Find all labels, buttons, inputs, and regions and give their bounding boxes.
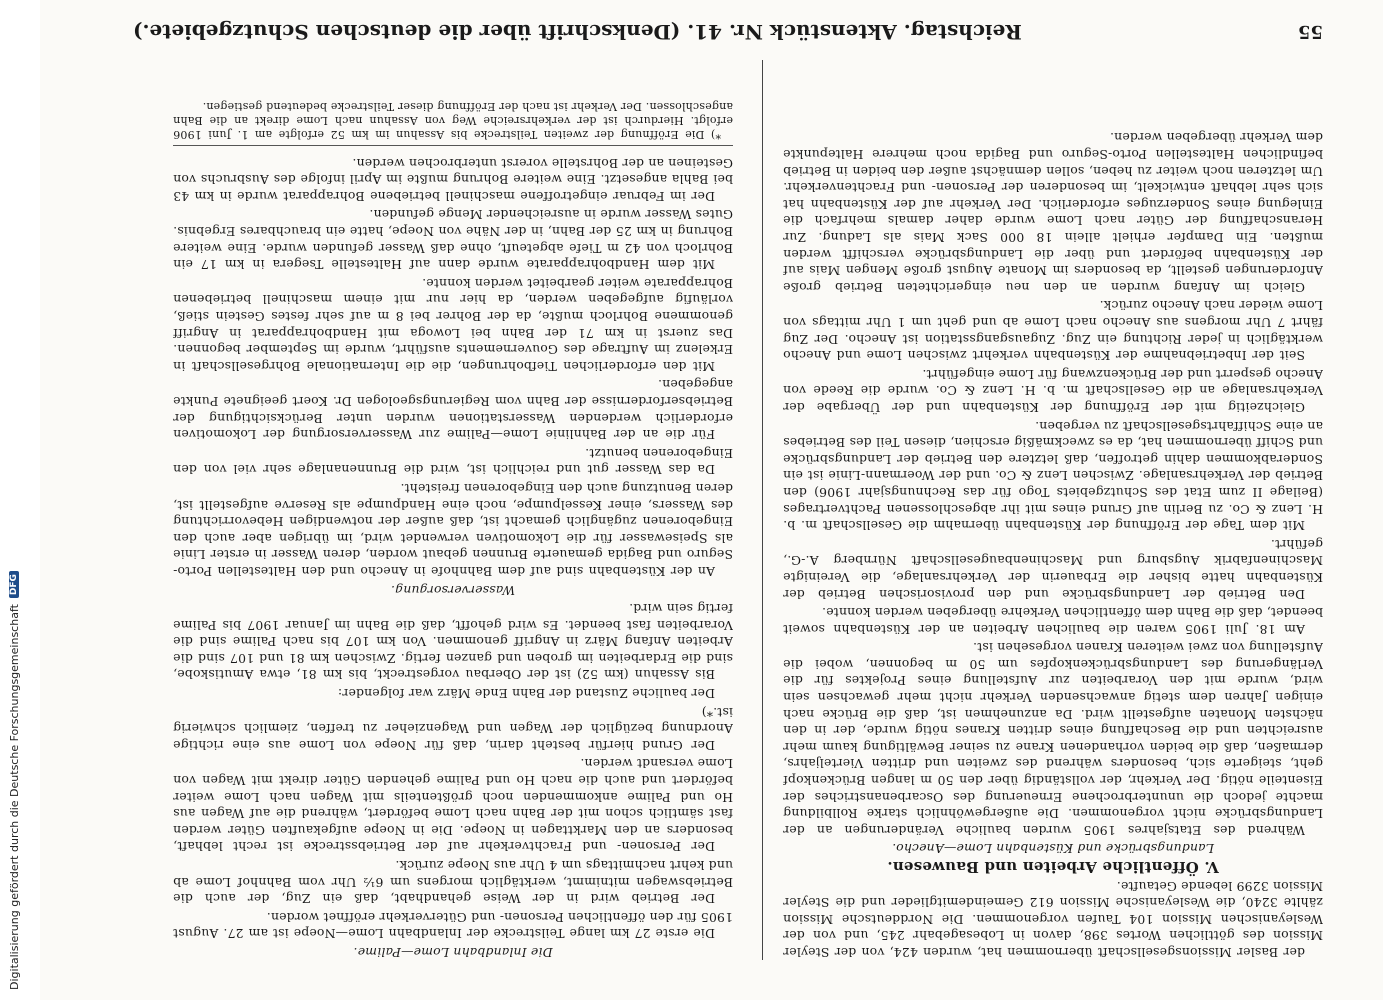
section-heading: V. Öffentliche Arbeiten und Bauwesen. (887, 858, 1219, 877)
subheading: Wasserversorgung. (390, 582, 516, 598)
paragraph: Mit den erforderlichen Tiefbohrungen, die die Internationale Bohrgesellschaft in Erkelenz im Auftrage des Gouvernements ausführt, wurde im September begonnen. Das zuerst in km 71 der Bahn bei Lowoga mit Handbohrapparat in Angriff genommene Bohrloch mußte, da der Bohrer bei 8 m auf sehr festes Gestein stieß, vorläufig aufgegeben werden, da hier nur mit einem maschinell betriebenen Bohrapparate weiter gearbeitet werden konnte. (173, 275, 733, 374)
subheading: Die Inlandbahn Lome—Palime. (353, 945, 553, 960)
footnote-text: *) Die Eröffnung der zweiten Teilstrecke bis Assahun im km 52 erfolgte am 1. Juni 1906 erfolgt. Hierdurch ist der verkehrsreiche Weg von Assahun nach Lome direkt an die Bahn angeschlossen. Der Verkehr ist nach der Eröffnung dieser Teilstrecke bedeutend gestiegen. (173, 100, 733, 142)
paragraph: Der bauliche Zustand der Bahn Ende März war folgender: (337, 686, 715, 702)
page-header (133, 12, 1323, 52)
margin-strip (0, 0, 40, 1000)
paragraph: Mit dem Handbohrapparate wurde dann auf Haltestelle Tsegera in km 17 ein Bohrloch von 42 m Tiefe abgeteuft, ohne daß Wasser gefunden wurde. Eine weitere Bohrung in km 25 der Bahn, in der Nähe von Noepe, hatte ein brauchbares Ergebnis. Gutes Wasser wurde in ausreichender Menge gefunden. (173, 207, 733, 273)
paragraph: Seit der Inbetriebnahme der Küstenbahn verkehrt zwischen Lome und Anecho werktäglich in jeder Richtung ein Zug. Zugausgangsstation ist Anecho. Der Zug fährt 7 Uhr morgens aus Anecho nach Lome ab und geht um 1 Uhr mittags von Lome wieder nach Anecho zurück. (783, 298, 1323, 364)
page-number: 55 (1297, 21, 1323, 43)
rotated-page-content (40, 0, 1383, 1000)
footnote (173, 99, 733, 146)
paragraph: Für die an der Bahnlinie Lome—Palime zur Wasserversorgung der Lokomotiven erforderlich werdenden Wasserstationen wurden unter Berücksichtigung der Betriebserfordernisse der Bahn vom Regierungsgeologen Dr. Koert geeignete Punkte angegeben. (173, 377, 733, 443)
paragraph: der Basler Missionsgesellschaft übernommen hat, wurden 424, von der Steyler Mission des göttlichen Wortes 398, davon in Lobesagebahr 245, und von der Wesleyanischen Mission 104 Taufen vorgenommen. Die Norddeutsche Mission zählte 3240, die Wesleyanische Mission 612 Gemeindemitglieder und die Steyler Mission 3299 lebende Getaufte. (783, 878, 1323, 960)
subheading: Landungsbrücke und Küstenbahn Lome—Anecho. (892, 841, 1214, 857)
column-divider (762, 60, 763, 960)
paragraph: Da das Wasser gut und reichlich ist, wird die Brunnenanlage sehr viel von den Eingeborenen benutzt. (173, 445, 733, 478)
paragraph: Den Betrieb der Landungsbrücke und den provisorischen Betrieb der Küstenbahn hatte bisher die Erbauerin der Verkehrsanlage, die Vereinigte Maschinenfabrik Augsburg und Maschinenbaugesellschaft Nürnberg A.-G., geführt. (783, 536, 1323, 602)
paragraph: Der Betrieb wird in der Weise gehandhabt, daß ein Zug, der auch die Betriebswagen mitnimmt, werktäglich morgens um 6½ Uhr vom Bahnhof Lome ab und kehrt nachmittags um 4 Uhr aus Noepe zurück. (173, 858, 733, 907)
paragraph: Mit dem Tage der Eröffnung der Küstenbahn übernahm die Gesellschaft m. b. H. Lenz & Co. zu Berlin auf Grund eines mit ihr abgeschlossenen Pachtvertrages (Beilage II zum Etat des Schutzgebiets Togo für das Rechnungsjahr 1906) den Betrieb der Verkehrsanlage. Zwischen Lenz & Co. und der Woermann-Linie ist ein Sonderabkommen dahin getroffen, daß letztere den Betrieb der Landungsbrücke und Schiff übernommen hat, da es zweckmäßig erschien, diesen Teil des Betriebes an eine Schiffahrtsgesellschaft zu vergeben. (783, 418, 1323, 534)
digitization-notice: Digitalisierung gefördert durch die Deutsche Forschungsgemeinschaft DFG (6, 0, 22, 990)
paragraph: An der Küstenbahn sind auf dem Bahnhofe in Anecho und den Haltestellen Porto-Seguro und Bagida gemauerte Brunnen gebaut worden, deren Wasser in erster Linie als Speisewasser für die Lokomotiven verwendet wird, im übrigen aber auch den Eingeborenen zugänglich gemacht ist, daß außer der notwendigen Hebevorrichtung des Wassers, einer Kesselpumpe, noch eine Handpumpe als Reserve aufgestellt ist, deren Benutzung auch den Eingeborenen freisteht. (173, 480, 733, 579)
paragraph: Die erste 27 km lange Teilstrecke der Inlandbahn Lome—Noepe ist am 27. August 1905 für den öffentlichen Personen- und Güterverkehr eröffnet worden. (173, 909, 733, 942)
right-column (173, 60, 733, 960)
left-column (783, 60, 1323, 960)
scanned-page (40, 0, 1383, 1000)
dfg-logo: DFG (9, 571, 19, 598)
paragraph: Während des Etatsjahres 1905 wurden bauliche Veränderungen an der Landungsbrücke nicht vorgenommen. Die außergewöhnlich starke Rollbildung machte jedoch die ununterbrochene Erneuerung des Oscarbenanstriches der Eisenteile nötig. Der Verkehr, der vollständig über den 50 m langen Brückenkopf geht, steigerte sich, besonders während des zweiten und dritten Vierteljahrs, dermaßen, daß die beiden vorhandenen Krane zu seiner Bewältigung kaum mehr ausreichten und die Beschaffung eines dritten Kranes nötig wurde, der in den nächsten Monaten aufgestellt wird. Da anzunehmen ist, daß die Brücke nach einigen Jahren dem stetig anwachsenden Verkehr nicht mehr gewachsen sein wird, wurde mit den Vorarbeiten zur Aufstellung eines Projektes für die Verlängerung des Landungsbrückenkopfes um 50 m begonnen, wobei die Aufstellung von zwei weiteren Kranen vorgesehen ist. (783, 640, 1323, 838)
paragraph: Gleich im Anfang wurden an den neu eingerichteten Betrieb große Anforderungen gestellt, da besonders im Monate August große Mengen Mais auf der Küstenbahn befördert und über die Landungsbrücke verschifft werden mußten. Ein Dampfer erhielt allein 18 000 Sack Mais als Ladung. Zur Heranschaffung der Güter nach Lome wurde daher damals mehrfach die Einlegung eines Sonderzuges erforderlich. Der Verkehr auf der Küstenbahn hat sich sehr lebhaft entwickelt, im besonderen der Personen- und Frachtenverkehr. Um letzteren noch weiter zu heben, sollen demnächst außer den beiden in Betrieb befindlichen Haltestellen Porto-Seguro und Bagida noch mehrere Haltepunkte dem Verkehr übergeben werden. (783, 130, 1323, 295)
paragraph: Der im Februar eingetroffene maschinell betriebene Bohrapparat wurde in km 43 bei Bahla angesetzt. Eine weitere Bohrung mußte im April infolge des Ausbruchs von Gesteinen an der Bohrstelle vorerst unterbrochen werden. (173, 155, 733, 204)
paragraph: Der Personen- und Frachtverkehr auf der Betriebsstrecke ist recht lebhaft, besonders an den Markttagen in Noepe. Die in Noepe aufgekauften Güter werden fast sämtlich schon mit der Bahn nach Lome befördert, während die auf Wagen aus Ho und Palime ankommenden noch größtenteils mit Wagen nach Lome weiter befördert und auch die nach Ho und Palime gehenden Güter direkt mit Wagen von Lome versandt werden. (173, 756, 733, 855)
running-title: Reichstag. Aktenstück Nr. 41. (Denkschrift über die deutschen Schutzgebiete.) (133, 20, 1022, 44)
paragraph: Gleichzeitig mit der Eröffnung der Küstenbahn und der Übergabe der Verkehrsanlage an die Gesellschaft m. b. H. Lenz & Co. wurde die Reede von Anecho gesperrt und der Brückenzwang für Lome eingeführt. (783, 366, 1323, 415)
paragraph: Bis Assahun (km 52) ist der Oberbau vorgestreckt, bis km 81, etwa Amutiskobe, sind die Erdarbeiten im groben und ganzen fertig. Zwischen km 81 und 107 sind die Arbeiten Anfang März in Angriff genommen. Von km 107 bis nach Palime sind die Vorarbeiten fast beendet. Es wird gehofft, daß die Bahn im Januar 1907 bis Palime fertig sein wird. (173, 601, 733, 683)
paragraph: Der Grund hierfür besteht darin, daß für Noepe von Lome aus eine richtige Anordnung bezüglich der Wagen und Wagenzieher zu treffen, ziemlich schwierig ist.*) (173, 704, 733, 753)
paragraph: Am 18. Juli 1905 waren die baulichen Arbeiten an der Küstenbahn soweit beendet, daß die Bahn dem öffentlichen Verkehre übergeben werden konnte. (783, 605, 1323, 637)
